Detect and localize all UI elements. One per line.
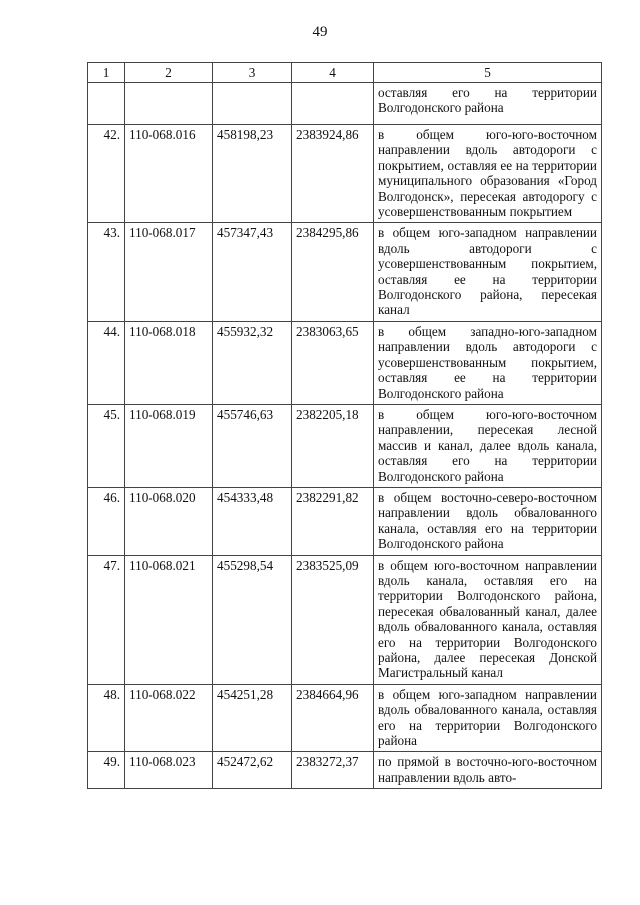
column-header-5: 5 <box>374 63 602 83</box>
row-number: 43. <box>88 223 125 321</box>
coordinate-y: 2383525,09 <box>292 555 374 684</box>
boundary-table <box>87 62 602 789</box>
point-code: 110-068.020 <box>125 487 213 555</box>
point-code: 110-068.018 <box>125 321 213 404</box>
column-header-3: 3 <box>213 63 292 83</box>
table-row <box>88 555 602 684</box>
coordinate-y: 2384664,96 <box>292 684 374 752</box>
coordinate-x: 455932,32 <box>213 321 292 404</box>
empty-cell <box>213 83 292 125</box>
table-row <box>88 487 602 555</box>
coordinate-y: 2383272,37 <box>292 752 374 789</box>
row-number: 42. <box>88 125 125 223</box>
coordinate-y: 2383924,86 <box>292 125 374 223</box>
coordinate-x: 457347,43 <box>213 223 292 321</box>
coordinate-y: 2382291,82 <box>292 487 374 555</box>
coordinate-x: 455298,54 <box>213 555 292 684</box>
row-number: 45. <box>88 404 125 487</box>
point-code: 110-068.023 <box>125 752 213 789</box>
row-number: 49. <box>88 752 125 789</box>
boundary-description: в общем юго-юго-восточном направлении вдоль автодороги с покрытием, оставляя ее на территории муниципального образования «Город Волгодонск», пересекая автодорогу с усовершенствованным покрытием <box>374 125 602 223</box>
continuation-row <box>88 83 602 125</box>
page-number: 49 <box>312 24 328 40</box>
coordinate-y: 2384295,86 <box>292 223 374 321</box>
coordinate-x: 452472,62 <box>213 752 292 789</box>
point-code: 110-068.016 <box>125 125 213 223</box>
row-number: 47. <box>88 555 125 684</box>
boundary-description: в общем западно-юго-западном направлении вдоль автодороги с усовершенствованным покрытием, оставляя ее на территории Волгодонского района <box>374 321 602 404</box>
table-row <box>88 125 602 223</box>
table-row <box>88 321 602 404</box>
table-row <box>88 404 602 487</box>
boundary-description: в общем юго-западном направлении вдоль автодороги с усовершенствованным покрытием, оставляя ее на территории Волгодонского района, пересекая канал <box>374 223 602 321</box>
empty-cell <box>88 83 125 125</box>
column-header-4: 4 <box>292 63 374 83</box>
empty-cell <box>292 83 374 125</box>
point-code: 110-068.022 <box>125 684 213 752</box>
column-header-1: 1 <box>88 63 125 83</box>
point-code: 110-068.017 <box>125 223 213 321</box>
coordinate-y: 2383063,65 <box>292 321 374 404</box>
boundary-description: в общем восточно-северо-восточном направлении вдоль обвалованного канала, оставляя его на территории Волгодонского района <box>374 487 602 555</box>
empty-cell <box>125 83 213 125</box>
header-row <box>88 63 602 83</box>
row-number: 44. <box>88 321 125 404</box>
table-row <box>88 752 602 789</box>
continuation-description: оставляя его на территории Волгодонского района <box>374 83 602 125</box>
boundary-description: в общем юго-юго-восточном направлении, пересекая лесной массив и канал, далее вдоль канала, оставляя его на территории Волгодонского района <box>374 404 602 487</box>
column-header-2: 2 <box>125 63 213 83</box>
boundary-description: в общем юго-восточном направлении вдоль канала, оставляя его на территории Волгодонского района, пересекая обвалованный канал, далее вдоль обвалованного канала, оставляя его на территории Волгодонского района, далее пересекая Донской Магистральный канал <box>374 555 602 684</box>
coordinate-x: 454333,48 <box>213 487 292 555</box>
row-number: 46. <box>88 487 125 555</box>
coordinate-x: 454251,28 <box>213 684 292 752</box>
boundary-description: по прямой в восточно-юго-восточном направлении вдоль авто- <box>374 752 602 789</box>
table-row <box>88 223 602 321</box>
table-row <box>88 684 602 752</box>
boundary-description: в общем юго-западном направлении вдоль обвалованного канала, оставляя его на территории Волгодонского района <box>374 684 602 752</box>
coordinate-x: 458198,23 <box>213 125 292 223</box>
coordinate-y: 2382205,18 <box>292 404 374 487</box>
coordinate-x: 455746,63 <box>213 404 292 487</box>
row-number: 48. <box>88 684 125 752</box>
point-code: 110-068.021 <box>125 555 213 684</box>
point-code: 110-068.019 <box>125 404 213 487</box>
